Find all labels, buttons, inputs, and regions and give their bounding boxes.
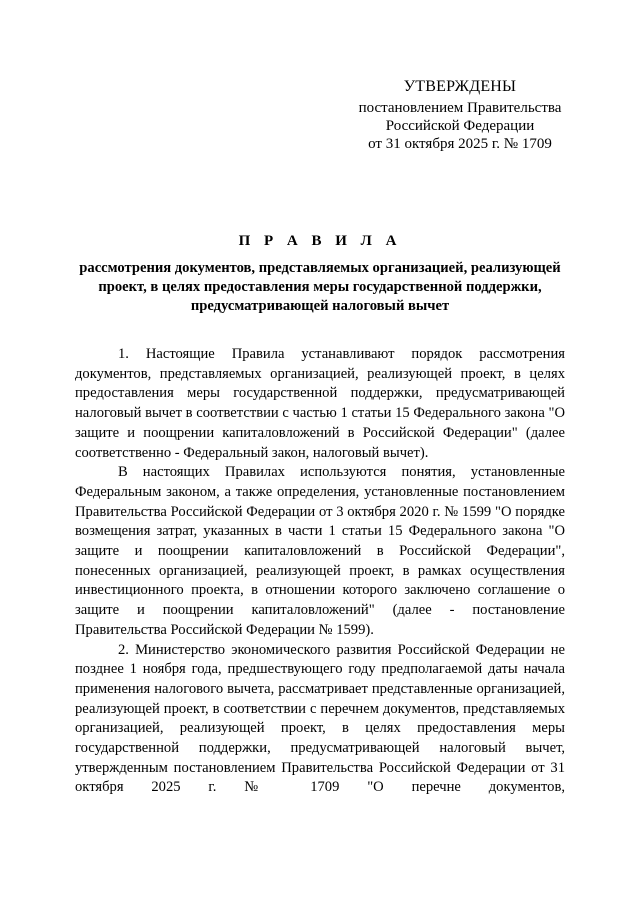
paragraph-1: 1. Настоящие Правила устанавливают порядок рассмотрения документов, представляемых организацией, реализующей проект, в целях предоставления меры государственной поддержки, предусматривающей налоговый вычет в соответствии с частью 1 статьи 15 Федерального закона "О защите и поощрении капиталовложений в Российской Федерации" (далее соответственно - Федеральный закон, налоговый вычет). [75, 346, 565, 461]
paragraph-1-definitions: В настоящих Правилах используются понятия, установленные Федеральным законом, а также определения, установленные постановлением Правительства Российской Федерации от 3 октября 2020 г. № 1599 "О порядке возмещения затрат, указанных в части 1 статьи 15 Федерального закона "О защите и поощрении капиталовложений в Российской Федерации", понесенных организацией, реализующей проект, в рамках осуществления инвестиционного проекта, в отношении которого заключено соглашение о защите и поощрении капиталовложений" (далее - постановление Правительства Российской Федерации № 1599). [75, 464, 565, 638]
approval-line-federation: Российской Федерации [385, 118, 535, 134]
document-body [75, 345, 565, 798]
approval-stamp [330, 78, 590, 153]
approval-line-decree: постановлением Правительства [358, 100, 562, 116]
paragraph-2: 2. Министерство экономического развития Российской Федерации не позднее 1 ноября года, предшествующего году предполагаемой даты начала применения налогового вычета, рассматривает представленные организацией, реализующей проект, в соответствии с перечнем документов, представляемых организацией, реализующей проект, в целях предоставления меры государственной поддержки, предусматривающей налоговый вычет, утвержденным постановлением Правительства Российской Федерации от 31 октября 2025 г. № 1709 "О перечне документов, [75, 641, 565, 796]
approval-heading: УТВЕРЖДЕНЫ [403, 78, 517, 95]
approval-line-date-number: от 31 октября 2025 г. № 1709 [368, 136, 552, 152]
document-subtitle: рассмотрения документов, представляемых организацией, реализующей проект, в целях предоставления меры государственной поддержки, предусматривающей налоговый вычет [79, 260, 561, 314]
document-title: П Р А В И Л А [238, 233, 402, 249]
